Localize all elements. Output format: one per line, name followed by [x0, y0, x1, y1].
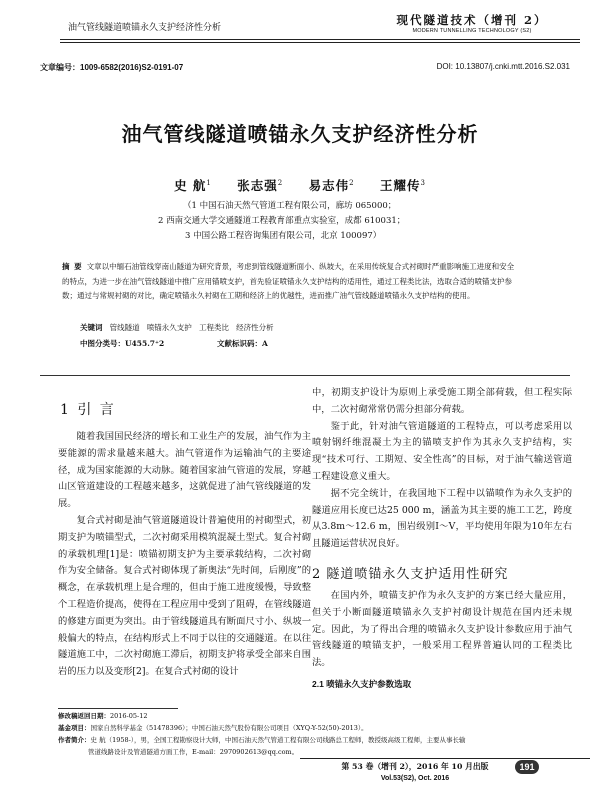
- keyword: 管线隧道: [109, 323, 140, 332]
- journal-title-en: MODERN TUNNELLING TECHNOLOGY (S2): [412, 28, 532, 34]
- journal-title: 现代隧道技术（增刊 2）: [396, 13, 548, 27]
- footnote: 基金项目：国家自然科学基金（51478396）；中国石油天然气股份有限公司项目（XYQ-Y-52(50)-2013）。: [58, 724, 368, 732]
- clc-number: U455.7⁺2: [125, 339, 165, 348]
- paper-title: 油气管线隧道喷锚永久支护经济性分析: [121, 122, 479, 146]
- author: 王耀传$^3$: [379, 178, 426, 193]
- paragraph: 据不完全统计，在我国地下工程中以锚喷作为永久支护的隧道应用长度已达25 000 m，涵盖为其主要的施工工艺，跨度从3.8m～12.6 m，围岩级别Ⅰ～Ⅴ，平均使用年限为10年左右且隧道运营状况良好。: [312, 487, 572, 550]
- paragraph: 中，初期支护设计为原则上承受施工期全部荷载，但工程实际中，二次衬砌常常仍需分担部分荷载。: [312, 387, 572, 415]
- doi: DOI: 10.13807/j.cnki.mtt.2016.S2.031: [436, 62, 570, 71]
- section-heading: 2 隧道喷锚永久支护适用性研究: [312, 566, 509, 582]
- affiliation: 3 中国公路工程咨询集团有限公司，北京 100097）: [185, 231, 382, 241]
- abstract-text: 文章以中缅石油管线穿南山隧道为研究背景，考虑到管线隧道断面小、纵坡大，在采用传统复合式衬砌时严重影响施工进度和安全的特点，为进一步在油气管线隧道中推广应用锚喷支护，首先验证喷锚永久支护结构的适用性，通过工程类比法，选取合适的喷锚支护参数；通过与常规衬砌的对比，确定喷锚永久衬砌在工期和经济上的优越性，进而推广油气管线隧道喷锚永久支护结构的使用。: [62, 262, 515, 300]
- abstract-label: 摘 要: [62, 262, 83, 271]
- affiliation: 2 西南交通大学交通隧道工程教育部重点实验室，成都 610031；: [158, 216, 406, 226]
- section-divider: [40, 375, 570, 376]
- section-heading: 1 引 言: [60, 402, 116, 418]
- volume-info-en: Vol.53(S2), Oct. 2016: [380, 775, 450, 782]
- keyword: 工程类比: [198, 323, 229, 332]
- paragraph: 复合式衬砌是油气管道隧道设计普遍使用的衬砌型式，初期支护为喷锚型式，二次衬砌采用模筑混凝土型式。复合衬砌的承载机理[1]是：喷锚初期支护为主要承载结构，二次衬砌作为安全储备。复合式衬砌体现了新奥法“先时间，后刚度”的概念，在承载机理上是合理的，但由于施工进度缓慢，导致整个工程造价提高，使得在工程应用中受到了阻碍，在管线隧道的修建方面更为突出。由于管线隧道具有断面尺寸小、纵坡一般偏大的特点，在结构形式上不同于以往的交通隧道。在以往隧道施工中，二次衬砌施工滞后，初期支护将承受全部来自围岩的压力以及变形[2]。在复合式衬砌的设计: [58, 514, 311, 678]
- header-rule: [60, 39, 580, 40]
- footnote: 管道线路设计及管道隧道方面工作，E-mail：2970902613@qq.com。: [88, 748, 299, 756]
- paragraph: 在国内外，喷锚支护作为永久支护的方案已经大量应用，但关于小断面隧道喷锚永久支护衬砌设计规范在国内还未规定。因此，为了得出合理的喷锚永久支护设计参数应用于油气管线隧道的喷锚支护，一般采用工程界普遍认同的工程类比法。: [312, 589, 572, 669]
- page-number: 191: [515, 760, 539, 774]
- column-left: [58, 385, 311, 681]
- keyword: 经济性分析: [236, 323, 274, 332]
- running-head-left: 油气管线隧道喷锚永久支护经济性分析: [68, 23, 222, 33]
- footnote: 修改稿返回日期：2016-05-12: [58, 712, 148, 720]
- subsection-heading: 2.1 喷锚永久支护参数选取: [312, 678, 412, 689]
- keywords: [80, 322, 274, 333]
- footnote: 作者简介：史 航（1958-），男，全国工程勘察设计大师，中国石油天然气管道工程有限公司线路总工程师，教授级高级工程师，主要从事长输: [58, 736, 466, 744]
- paragraph: 鉴于此，针对油气管道隧道的工程特点，可以考虑采用以喷射钢纤维混凝土为主的锚喷支护作为其永久支护结构，实现“技术可行、工期短、安全性高”的目标，对于油气输送管道工程建设意义重大。: [312, 420, 572, 482]
- keywords-label: 关键词: [80, 323, 103, 332]
- column-right: [312, 385, 572, 690]
- article-number: 文章编号：1009-6582(2016)S2-0191-07: [40, 63, 184, 72]
- header-rule-thin: [60, 42, 580, 43]
- keyword: 喷锚永久支护: [146, 323, 192, 332]
- footnote-rule: [58, 708, 178, 709]
- classification: 中图分类号：U455.7⁺2 文献标识码：A: [80, 339, 268, 348]
- paragraph: 随着我国国民经济的增长和工业生产的发展，油气作为主要能源的需求量越来越大。油气管道作为运输油气的主要途径，成为国家能源的大动脉。随着国家油气管道的发展，穿越山区管道建设的工程越来越多，这就促进了油气管线隧道的发展。: [58, 431, 311, 510]
- volume-info: 第 53 卷（增刊 2），2016 年 10 月出版: [341, 762, 489, 771]
- author: 易志伟$^2$: [308, 178, 355, 193]
- footer-rule: [300, 758, 590, 759]
- abstract: [62, 260, 517, 304]
- document-code: A: [261, 339, 268, 348]
- affiliation: （1 中国石油天然气管道工程有限公司，廊坊 065000；: [183, 201, 397, 211]
- author-list: [0, 176, 600, 194]
- author: 张志强$^2$: [237, 178, 284, 193]
- author: 史 航$^1$: [174, 178, 212, 193]
